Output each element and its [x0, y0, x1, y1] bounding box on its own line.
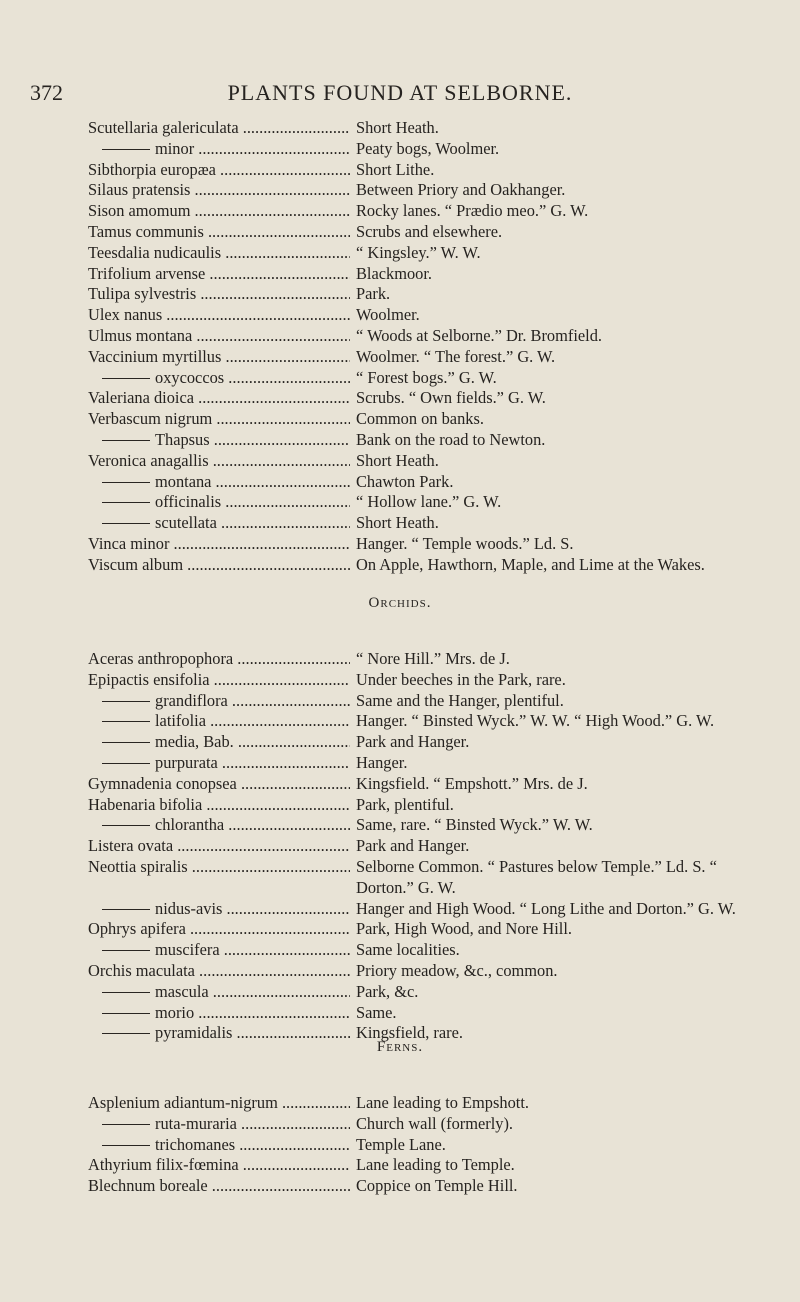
- species-name: officinalis: [155, 492, 222, 512]
- species-name: minor: [155, 138, 195, 158]
- scientific-name: [88, 899, 350, 920]
- page-number: 372: [30, 80, 63, 105]
- genus-name: Verbascum nigrum: [88, 409, 213, 429]
- locality-text: Kingsfield, rare.: [356, 1023, 463, 1043]
- species-name: mascula: [155, 981, 209, 1001]
- species-name: media, Bab.: [155, 732, 234, 752]
- plant-entry: [88, 430, 768, 451]
- locality-text: Lane leading to Temple.: [356, 1155, 515, 1175]
- plant-entry: [88, 1176, 768, 1197]
- locality-text: “ Nore Hill.” Mrs. de J.: [356, 649, 510, 668]
- ditto-dash: [102, 1033, 150, 1034]
- locality-text: Priory meadow, &c., common.: [356, 960, 558, 980]
- species-name: oxycoccos: [155, 367, 225, 387]
- plant-entry: [88, 857, 768, 899]
- scientific-name: [88, 430, 350, 451]
- plant-entry: [88, 284, 768, 305]
- plant-entry: [88, 160, 768, 181]
- scientific-name: [88, 284, 350, 305]
- species-name: morio: [155, 1002, 195, 1022]
- plant-entry: [88, 899, 768, 920]
- ditto-dash: [102, 763, 150, 764]
- species-name: nidus-avis: [155, 898, 223, 918]
- ditto-dash: [102, 149, 150, 150]
- locality-text: Hanger.: [356, 752, 408, 772]
- plant-entry: [88, 649, 768, 670]
- ditto-dash: [102, 721, 150, 722]
- locality-text: Chawton Park.: [356, 471, 454, 491]
- genus-name: Gymnadenia conopsea: [88, 773, 237, 793]
- locality-text: Same and the Hanger, plentiful.: [356, 690, 564, 710]
- plant-entry: [88, 513, 768, 534]
- locality-text: Park.: [356, 284, 391, 304]
- plant-entry: [88, 774, 768, 795]
- scientific-name: [88, 815, 350, 836]
- plant-entry: [88, 940, 768, 961]
- scientific-name: [88, 1176, 350, 1197]
- scientific-name: [88, 160, 350, 181]
- ditto-dash: [102, 502, 150, 503]
- scientific-name: [88, 753, 350, 774]
- scientific-name: [88, 555, 350, 576]
- locality-text: Church wall (formerly).: [356, 1113, 514, 1133]
- locality-text: “ Hollow lane.” G. W.: [356, 492, 502, 512]
- scientific-name: [88, 118, 350, 139]
- ditto-dash: [102, 378, 150, 379]
- ditto-dash: [102, 1124, 150, 1125]
- locality-text: “ Forest bogs.” G. W.: [356, 367, 497, 387]
- locality-text: Scrubs. “ Own fields.” G. W.: [356, 388, 546, 408]
- locality-text: Rocky lanes. “ Prædio meo.” G. W.: [356, 201, 589, 221]
- species-name: Thapsus: [155, 429, 210, 449]
- plant-entry: [88, 1114, 768, 1135]
- scientific-name: [88, 795, 350, 816]
- plant-entry: [88, 243, 768, 264]
- plant-entry: [88, 1155, 768, 1176]
- scientific-name: [88, 919, 350, 940]
- ditto-dash: [102, 992, 150, 993]
- plant-entry: [88, 732, 768, 753]
- species-name: montana: [155, 471, 212, 491]
- genus-name: Listera ovata: [88, 836, 174, 856]
- genus-name: Habenaria bifolia: [88, 794, 203, 814]
- plant-entry: [88, 409, 768, 430]
- locality-text: On Apple, Hawthorn, Maple, and Lime at the Wakes.: [356, 554, 705, 574]
- scientific-name: [88, 836, 350, 857]
- scientific-name: [88, 691, 350, 712]
- genus-name: Vaccinium myrtillus: [88, 346, 222, 366]
- locality-text: Short Lithe.: [356, 159, 435, 179]
- scientific-name: [88, 180, 350, 201]
- locality-text: “ Woods at Selborne.” Dr. Bromfield.: [356, 325, 603, 345]
- locality-text: Short Heath.: [356, 118, 439, 137]
- scientific-name: [88, 857, 350, 878]
- running-head: PLANTS FOUND AT SELBORNE.: [227, 80, 573, 105]
- ditto-dash: [102, 1145, 150, 1146]
- genus-name: Silaus pratensis: [88, 180, 191, 200]
- locality-text: “ Kingsley.” W. W.: [356, 242, 481, 262]
- locality-text: Temple Lane.: [356, 1134, 446, 1154]
- locality-text: Same.: [356, 1002, 397, 1022]
- scientific-name: [88, 940, 350, 961]
- genus-name: Aceras anthropophora: [88, 649, 234, 668]
- ditto-dash: [102, 742, 150, 743]
- plant-entry: [88, 222, 768, 243]
- plant-entry: [88, 919, 768, 940]
- species-name: muscifera: [155, 940, 220, 960]
- scientific-name: [88, 139, 350, 160]
- section-heading-orchids: Orchids.: [368, 595, 432, 611]
- genus-name: Sison amomum: [88, 201, 191, 221]
- locality-text: Park and Hanger.: [356, 836, 470, 856]
- plant-entry: [88, 1135, 768, 1156]
- genus-name: Viscum album: [88, 554, 184, 574]
- species-name: latifolia: [155, 711, 206, 731]
- scientific-name: [88, 201, 350, 222]
- genus-name: Veronica anagallis: [88, 450, 209, 470]
- scientific-name: [88, 1003, 350, 1024]
- scientific-name: [88, 264, 350, 285]
- scientific-name: [88, 451, 350, 472]
- genus-name: Blechnum boreale: [88, 1176, 208, 1196]
- plant-entry: [88, 201, 768, 222]
- scientific-name: [88, 982, 350, 1003]
- scientific-name: [88, 388, 350, 409]
- genus-name: Neottia spiralis: [88, 856, 188, 876]
- plant-entry: [88, 691, 768, 712]
- locality-text: Short Heath.: [356, 450, 439, 470]
- genus-name: Sibthorpia europæa: [88, 159, 216, 179]
- ditto-dash: [102, 482, 150, 483]
- genus-name: Trifolium arvense: [88, 263, 206, 283]
- plant-entry: [88, 534, 768, 555]
- scientific-name: [88, 305, 350, 326]
- locality-text: Under beeches in the Park, rare.: [356, 669, 566, 689]
- locality-text: Park and Hanger.: [356, 732, 470, 752]
- plant-entry: [88, 1093, 768, 1114]
- locality-text: Woolmer. “ The forest.” G. W.: [356, 346, 556, 366]
- scientific-name: [88, 347, 350, 368]
- locality-text: Short Heath.: [356, 513, 439, 533]
- genus-name: Epipactis ensifolia: [88, 669, 210, 689]
- genus-name: Ulmus montana: [88, 325, 193, 345]
- species-name: pyramidalis: [155, 1023, 233, 1043]
- scientific-name: [88, 1093, 350, 1114]
- plant-entry: [88, 961, 768, 982]
- plant-entry: [88, 982, 768, 1003]
- ditto-dash: [102, 440, 150, 441]
- scientific-name: [88, 1114, 350, 1135]
- plant-entry: [88, 711, 768, 732]
- section-heading-ferns: Ferns.: [376, 1039, 424, 1055]
- locality-text: Woolmer.: [356, 305, 420, 325]
- scientific-name: [88, 534, 350, 555]
- plant-entry: [88, 347, 768, 368]
- plant-entry: [88, 836, 768, 857]
- plant-entry: [88, 1003, 768, 1024]
- ditto-dash: [102, 909, 150, 910]
- genus-name: Tamus communis: [88, 221, 204, 241]
- scientific-name: [88, 243, 350, 264]
- ditto-dash: [102, 701, 150, 702]
- genus-name: Athyrium filix-fœmina: [88, 1155, 239, 1175]
- species-name: chlorantha: [155, 815, 225, 835]
- locality-text: Selborne Common. “ Pastures below Temple.” Ld. S. “ Dorton.” G. W.: [356, 856, 717, 897]
- species-name: ruta-muraria: [155, 1113, 237, 1133]
- plant-entry: [88, 492, 768, 513]
- scientific-name: [88, 326, 350, 347]
- scientific-name: [88, 670, 350, 691]
- locality-text: Bank on the road to Newton.: [356, 429, 546, 449]
- locality-text: Park, plentiful.: [356, 794, 454, 814]
- locality-text: Kingsfield. “ Empshott.” Mrs. de J.: [356, 773, 588, 793]
- genus-name: Valeriana dioica: [88, 388, 195, 408]
- ditto-dash: [102, 523, 150, 524]
- ferns-block: [88, 1093, 768, 1197]
- scientific-name: [88, 1155, 350, 1176]
- genus-name: Orchis maculata: [88, 960, 195, 980]
- plant-entry: [88, 139, 768, 160]
- locality-text: Park, &c.: [356, 981, 419, 1001]
- plant-entry: [88, 118, 768, 139]
- genus-name: Ulex nanus: [88, 305, 163, 325]
- locality-text: Same localities.: [356, 940, 460, 960]
- orchids-block: [88, 649, 768, 1044]
- plant-list-block: [88, 118, 768, 576]
- scientific-name: [88, 711, 350, 732]
- locality-text: Hanger. “ Binsted Wyck.” W. W. “ High Wood.” G. W.: [356, 711, 715, 731]
- locality-text: Scrubs and elsewhere.: [356, 221, 503, 241]
- scientific-name: [88, 732, 350, 753]
- plant-entry: [88, 368, 768, 389]
- plant-entry: [88, 472, 768, 493]
- locality-text: Hanger and High Wood. “ Long Lithe and Dorton.” G. W.: [356, 898, 736, 918]
- locality-text: Between Priory and Oakhanger.: [356, 180, 566, 200]
- genus-name: Asplenium adiantum-nigrum: [88, 1093, 278, 1112]
- scientific-name: [88, 409, 350, 430]
- scientific-name: [88, 774, 350, 795]
- species-name: scutellata: [155, 513, 217, 533]
- plant-entry: [88, 753, 768, 774]
- plant-entry: [88, 264, 768, 285]
- plant-entry: [88, 555, 768, 576]
- plant-entry: [88, 795, 768, 816]
- genus-name: Ophrys apifera: [88, 919, 186, 939]
- page-header: [30, 80, 770, 110]
- species-name: trichomanes: [155, 1134, 236, 1154]
- scientific-name: [88, 492, 350, 513]
- genus-name: Scutellaria galericulata: [88, 118, 239, 137]
- scientific-name: [88, 513, 350, 534]
- locality-text: Park, High Wood, and Nore Hill.: [356, 919, 572, 939]
- scientific-name: [88, 222, 350, 243]
- locality-text: Peaty bogs, Woolmer.: [356, 138, 500, 158]
- genus-name: Teesdalia nudicaulis: [88, 242, 222, 262]
- genus-name: Tulipa sylvestris: [88, 284, 197, 304]
- locality-text: Hanger. “ Temple woods.” Ld. S.: [356, 533, 574, 553]
- locality-text: Same, rare. “ Binsted Wyck.” W. W.: [356, 815, 593, 835]
- ditto-dash: [102, 825, 150, 826]
- scientific-name: [88, 961, 350, 982]
- plant-entry: [88, 388, 768, 409]
- locality-text: Coppice on Temple Hill.: [356, 1176, 518, 1196]
- ditto-dash: [102, 1013, 150, 1014]
- locality-text: Common on banks.: [356, 409, 484, 429]
- plant-entry: [88, 451, 768, 472]
- scientific-name: [88, 472, 350, 493]
- scientific-name: [88, 1135, 350, 1156]
- plant-entry: [88, 305, 768, 326]
- scientific-name: [88, 649, 350, 670]
- genus-name: Vinca minor: [88, 533, 170, 553]
- plant-entry: [88, 815, 768, 836]
- species-name: grandiflora: [155, 690, 228, 710]
- plant-entry: [88, 326, 768, 347]
- plant-entry: [88, 180, 768, 201]
- scientific-name: [88, 368, 350, 389]
- locality-text: Blackmoor.: [356, 263, 433, 283]
- ditto-dash: [102, 950, 150, 951]
- species-name: purpurata: [155, 752, 218, 772]
- plant-entry: [88, 670, 768, 691]
- locality-text: Lane leading to Empshott.: [356, 1093, 529, 1112]
